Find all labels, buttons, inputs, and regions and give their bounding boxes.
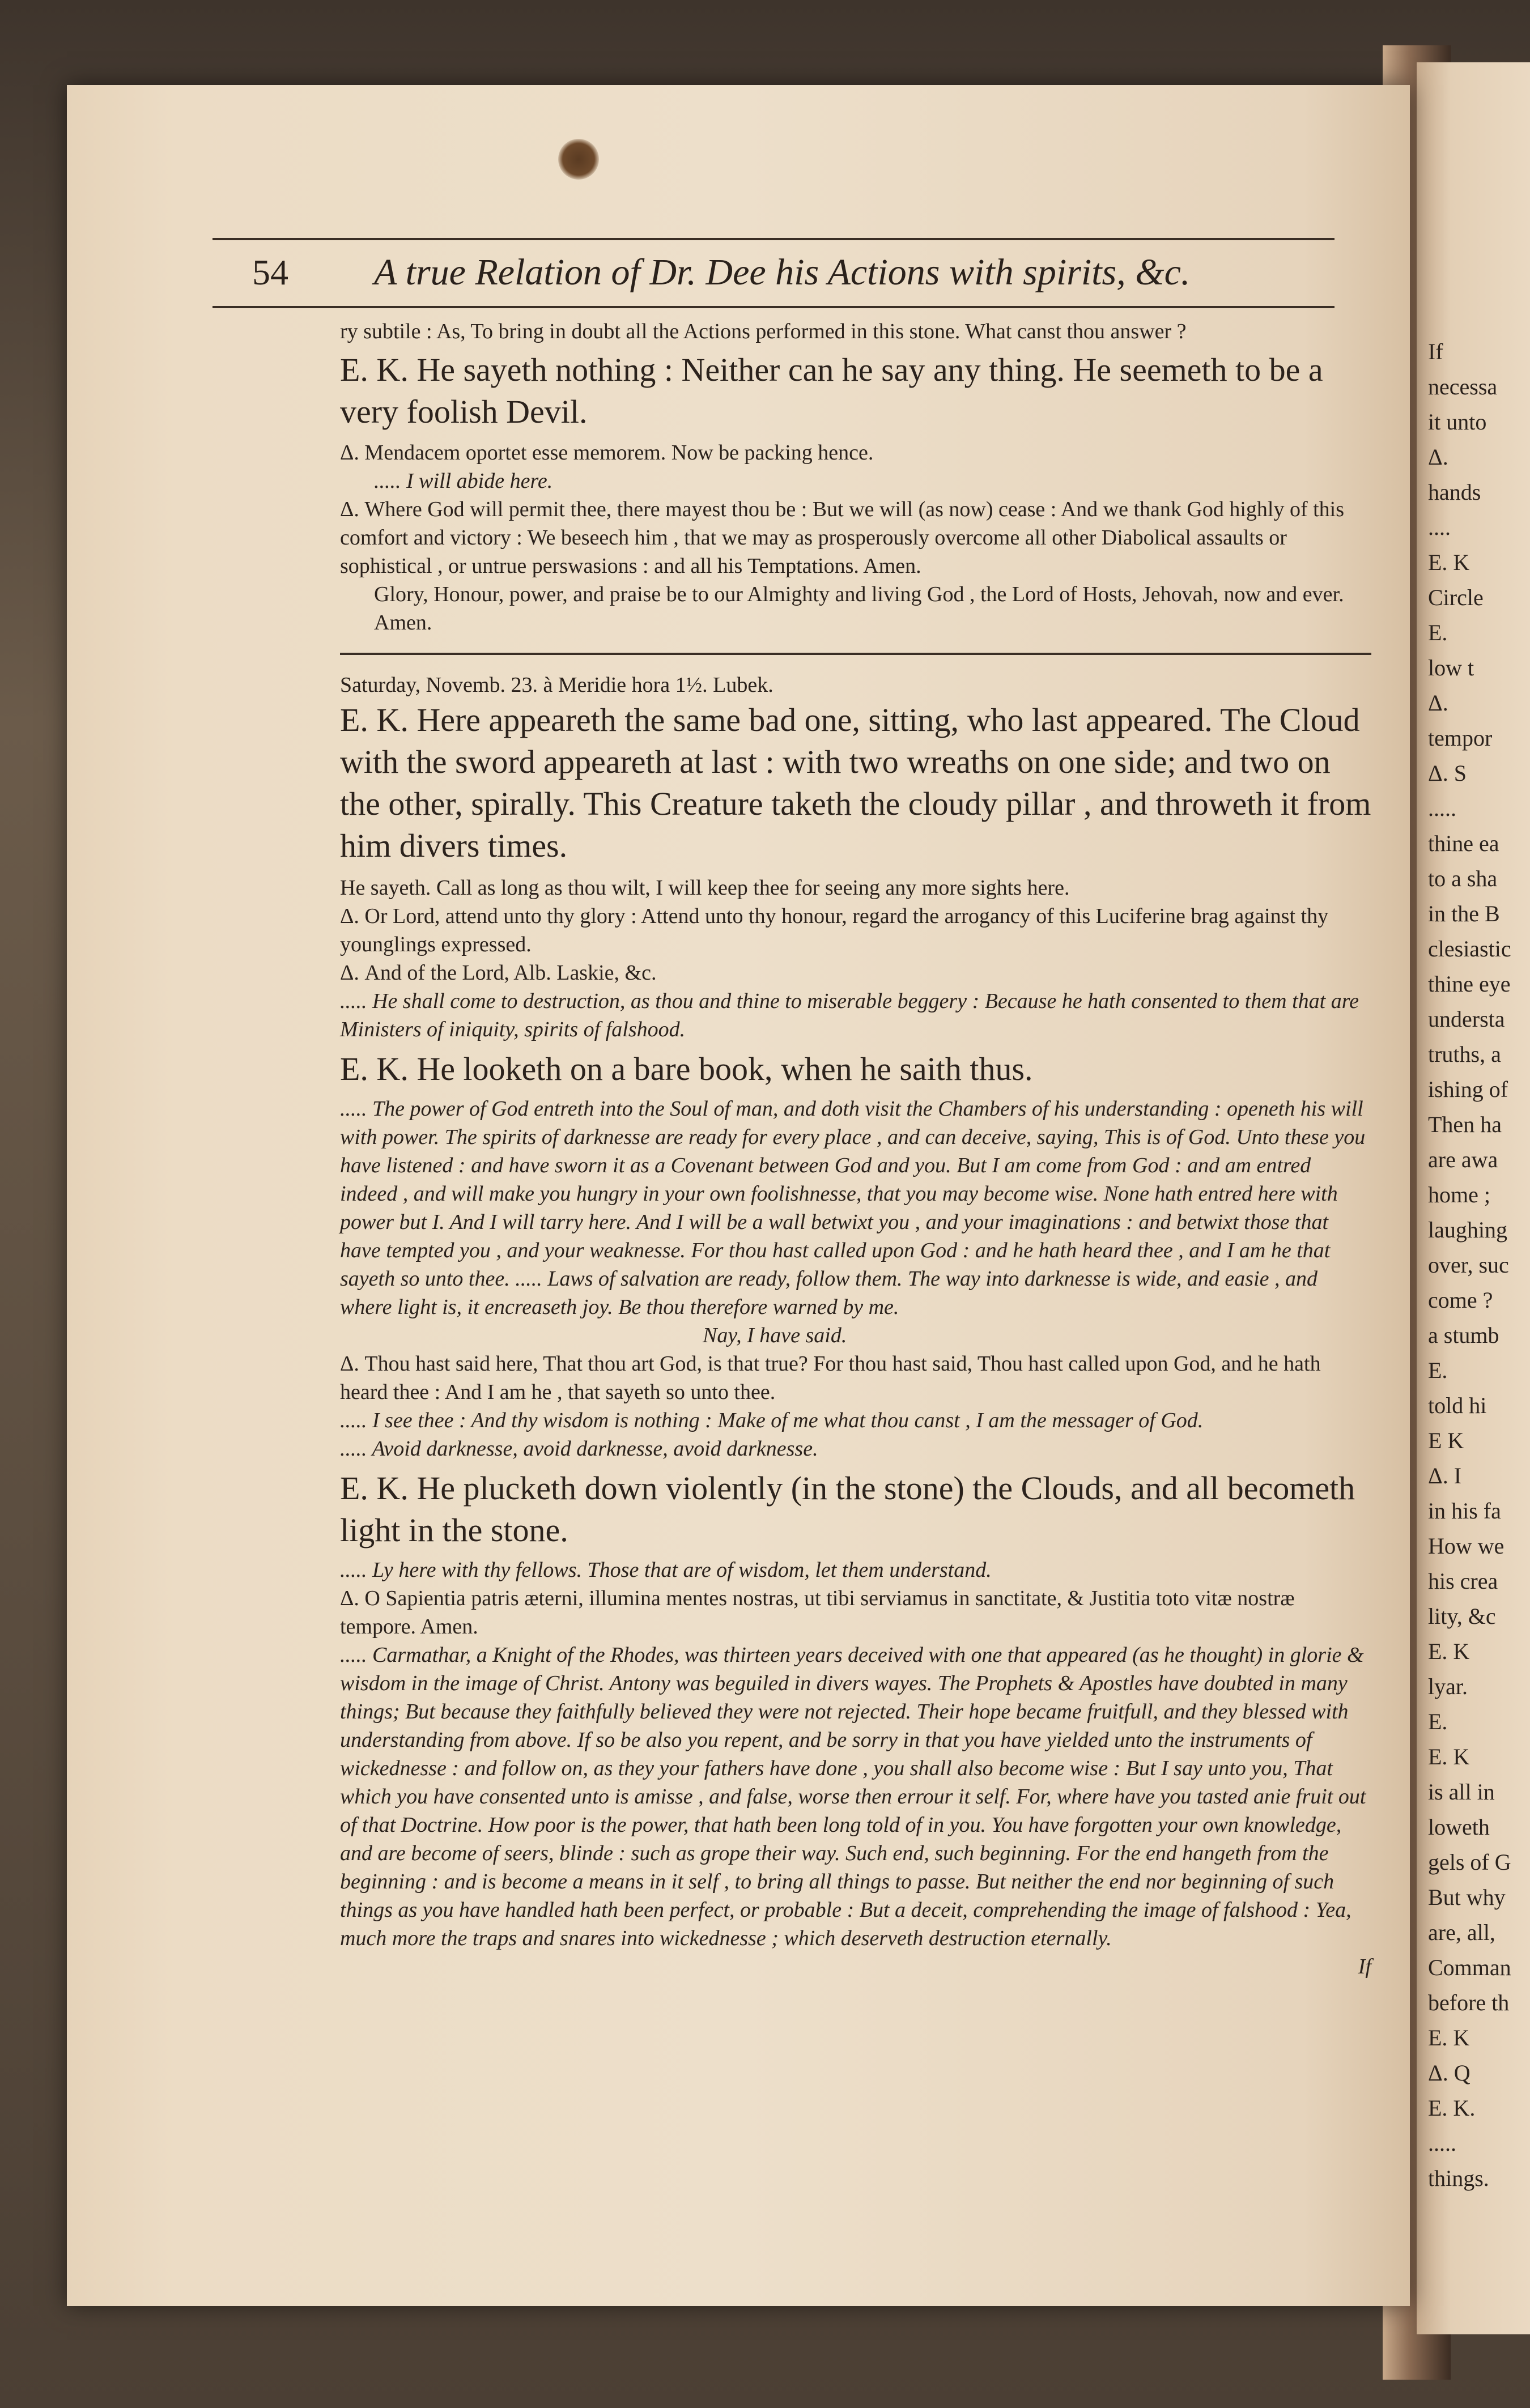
facing-page-fragment: hands	[1428, 479, 1481, 505]
facing-page-fragment: E.	[1428, 1709, 1448, 1734]
doxology: Glory, Honour, power, and praise be to our Almighty and living God , the Lord of Hosts, Jehovah, now and ever. Amen.	[374, 582, 1344, 635]
prayer-line: Δ. O Sapientia patris æterni, illumina mentes nostras, ut tibi serviamus in sanctitate, & Justitia toto vitæ nostræ tempore. Amen.	[340, 1586, 1295, 1639]
facing-page-fragment: E. K	[1428, 550, 1470, 575]
facing-page-fragment: Δ.	[1428, 690, 1448, 716]
facing-page-fragment: E. K.	[1428, 2095, 1476, 2121]
facing-page-fragment: before th	[1428, 1990, 1510, 2015]
facing-page-fragment: lyar.	[1428, 1674, 1468, 1699]
facing-page-fragment: over, suc	[1428, 1252, 1509, 1278]
facing-page-fragment: But why	[1428, 1884, 1506, 1910]
facing-page-fragment: Comman	[1428, 1955, 1511, 1980]
facing-page-fragment: If	[1428, 339, 1443, 364]
text-line: He sayeth. Call as long as thou wilt, I will keep thee for seeing any more sights here.	[340, 876, 1070, 900]
facing-page-fragment: necessa	[1428, 374, 1498, 399]
text-paragraph: Δ. Where God will permit thee, there mayest thou be : But we will (as now) cease : And we thank God highly of this comfort and victory : We beseech him , that we may as prosperously overcome all other Diabolical assaults or sophistical , or untrue perswasions : and all his Temptations. Amen.	[340, 497, 1345, 578]
facing-page-fragment: Circle	[1428, 585, 1484, 610]
spirit-speech: ..... I will abide here.	[374, 469, 553, 493]
facing-page-fragment: told hi	[1428, 1393, 1487, 1418]
ek-statement: E. K. He looketh on a bare book, when he saith thus.	[340, 1050, 1033, 1087]
facing-page-fragment: home ;	[1428, 1182, 1490, 1207]
facing-page-fragment: in his fa	[1428, 1498, 1501, 1524]
facing-page-fragment: lity, &c	[1428, 1603, 1496, 1629]
facing-page-fragment: ....	[1428, 514, 1451, 540]
facing-page-fragment: tempor	[1428, 725, 1493, 751]
facing-page-fragment: to a sha	[1428, 866, 1498, 891]
spirit-speech: ..... He shall come to destruction, as thou and thine to miserable beggery : Because he hath consented to them that are Ministers of iniquity, spirits of falshood.	[340, 989, 1359, 1041]
facing-page-fragment: How we	[1428, 1533, 1504, 1559]
facing-page-fragment: things.	[1428, 2166, 1489, 2191]
facing-page-fragment: are, all,	[1428, 1920, 1495, 1945]
facing-page-fragment: understa	[1428, 1006, 1505, 1032]
facing-page-fragment: in the B	[1428, 901, 1500, 926]
spirit-speech: ..... Avoid darknesse, avoid darknesse, avoid darknesse.	[340, 1437, 818, 1461]
text-paragraph: Δ. Thou hast said here, That thou art God, is that true? For thou hast said, Thou hast called upon God, and he hath heard thee : And I am he , that sayeth so unto thee.	[340, 1352, 1321, 1404]
facing-page-fragment: Δ.	[1428, 444, 1448, 470]
ek-statement: E. K. He sayeth nothing : Neither can he say any thing. He seemeth to be a very foolish Devil.	[340, 351, 1323, 430]
facing-page-fragment: is all in	[1428, 1779, 1495, 1805]
facing-page-fragment: thine eye	[1428, 971, 1511, 997]
facing-page	[1417, 62, 1530, 2334]
facing-page-fragment: clesiastic	[1428, 936, 1511, 962]
facing-page-fragment: ishing of	[1428, 1077, 1508, 1102]
text-line: Δ. Or Lord, attend unto thy glory : Attend unto thy honour, regard the arrogancy of this Luciferine brag against thy younglings expressed.	[340, 904, 1329, 956]
facing-page-fragment: E.	[1428, 620, 1448, 645]
section-rule	[340, 653, 1371, 655]
spirit-speech: ..... I see thee : And thy wisdom is nothing : Make of me what thou canst , I am the messager of God.	[340, 1409, 1204, 1432]
facing-page-fragment: Δ. Q	[1428, 2060, 1470, 2086]
facing-page-fragment: are awa	[1428, 1147, 1498, 1172]
spirit-speech: Nay, I have said.	[703, 1324, 847, 1347]
facing-page-fragment: truths, a	[1428, 1041, 1501, 1067]
facing-page-fragment: Δ. I	[1428, 1463, 1462, 1488]
facing-page-fragment: .....	[1428, 795, 1456, 821]
ink-blot-ornament	[558, 139, 599, 180]
facing-page-fragment: E.	[1428, 1358, 1448, 1383]
ek-statement: E. K. He plucketh down violently (in the stone) the Clouds, and all becometh light in the stone.	[340, 1470, 1355, 1548]
text-line: ry subtile : As, To bring in doubt all the Actions performed in this stone. What canst thou answer ?	[340, 320, 1187, 343]
facing-page-fragment: loweth	[1428, 1814, 1490, 1840]
spirit-speech: ..... Carmathar, a Knight of the Rhodes, was thirteen years deceived with one that appeared (as he thought) in glorie & wisdom in the image of Christ. Antony was beguiled in divers wayes. The Prophets & Apostles have doubted in many things; But because they faithfully believed they were not rejected. Their hope became fruitfull, and they blessed with understanding from above. If so be also you repent, and be sorry in that you have yielded unto the instruments of wickednesse : and follow on, as they your fathers have done , you shall also become wise : But I say unto you, That which you have consented unto is amisse , and false, worse then errour it self. For, where have you tasted anie fruit out of that Doctrine. How poor is the power, that hath been long told of in you. You have forgotten your own knowledge, and are become of seers, blinde : such as grope their way. Such end, such beginning. For the end hangeth from the beginning : and is become a means in it self , to bring all things to passe. But neither the end nor beginning of such things as you have handled hath been perfect, or probable : But a deceit, comprehending the image of falshood : Yea, much more the traps and snares into wickednesse ; which deserveth destruction eternally.	[340, 1643, 1366, 1950]
facing-page-fragment: E K	[1428, 1428, 1464, 1453]
facing-page-fragment: Then ha	[1428, 1112, 1502, 1137]
text-line: Δ. And of the Lord, Alb. Laskie, &c.	[340, 961, 657, 985]
header-rule	[212, 238, 1334, 240]
facing-page-fragment: thine ea	[1428, 831, 1499, 856]
facing-page-text	[1428, 334, 1530, 2196]
facing-page-fragment: his crea	[1428, 1568, 1498, 1594]
running-header	[215, 241, 1337, 304]
facing-page-fragment: gels of G	[1428, 1849, 1511, 1875]
page-body	[340, 317, 1371, 1981]
facing-page-fragment: it unto	[1428, 409, 1487, 435]
catchword: If	[1358, 1955, 1371, 1979]
ek-statement: E. K. Here appeareth the same bad one, sitting, who last appeared. The Cloud with the sword appeareth at last : with two wreaths on one side; and two on the other, spirally. This Creature taketh the cloudy pillar , and throweth it from him divers times.	[340, 701, 1371, 864]
facing-page-fragment: E. K	[1428, 2025, 1470, 2050]
running-title: A true Relation of Dr. Dee his Actions with spirits, &c.	[374, 252, 1191, 293]
facing-page-fragment: a stumb	[1428, 1322, 1499, 1348]
facing-page-fragment: laughing	[1428, 1217, 1507, 1243]
page-number: 54	[252, 252, 288, 292]
date-line: Saturday, Novemb. 23. à Meridie hora 1½. Lubek.	[340, 673, 774, 697]
facing-page-fragment: .....	[1428, 2130, 1456, 2156]
facing-page-fragment: come ?	[1428, 1287, 1493, 1313]
text-line: Δ. Mendacem oportet esse memorem. Now be packing hence.	[340, 441, 874, 465]
header-rule	[212, 306, 1334, 308]
facing-page-fragment: Δ. S	[1428, 760, 1467, 786]
spirit-speech: ..... Ly here with thy fellows. Those that are of wisdom, let them understand.	[340, 1558, 992, 1582]
spirit-speech: ..... The power of God entreth into the Soul of man, and doth visit the Chambers of his understanding : openeth his will with power. The spirits of darknesse are ready for every place , and can deceive, saying, This is of God. Unto these you have listened : and have sworn it as a Covenant between God and you. But I am come from God : and am entred indeed , and will make you hungry in your own foolishnesse, that you may become wise. None hath entred here with power but I. And I will tarry here. And I will be a wall betwixt you , and your imaginations : and betwixt those that have tempted you , and your weaknesse. For thou hast called upon God : and he hath heard thee , and I am he that sayeth so unto thee. ..... Laws of salvation are ready, follow them. The way into darknesse is wide, and easie , and where light is, it encreaseth joy. Be thou therefore warned by me.	[340, 1097, 1366, 1319]
facing-page-fragment: E. K	[1428, 1639, 1470, 1664]
facing-page-fragment: low t	[1428, 655, 1474, 680]
facing-page-fragment: E. K	[1428, 1744, 1470, 1769]
